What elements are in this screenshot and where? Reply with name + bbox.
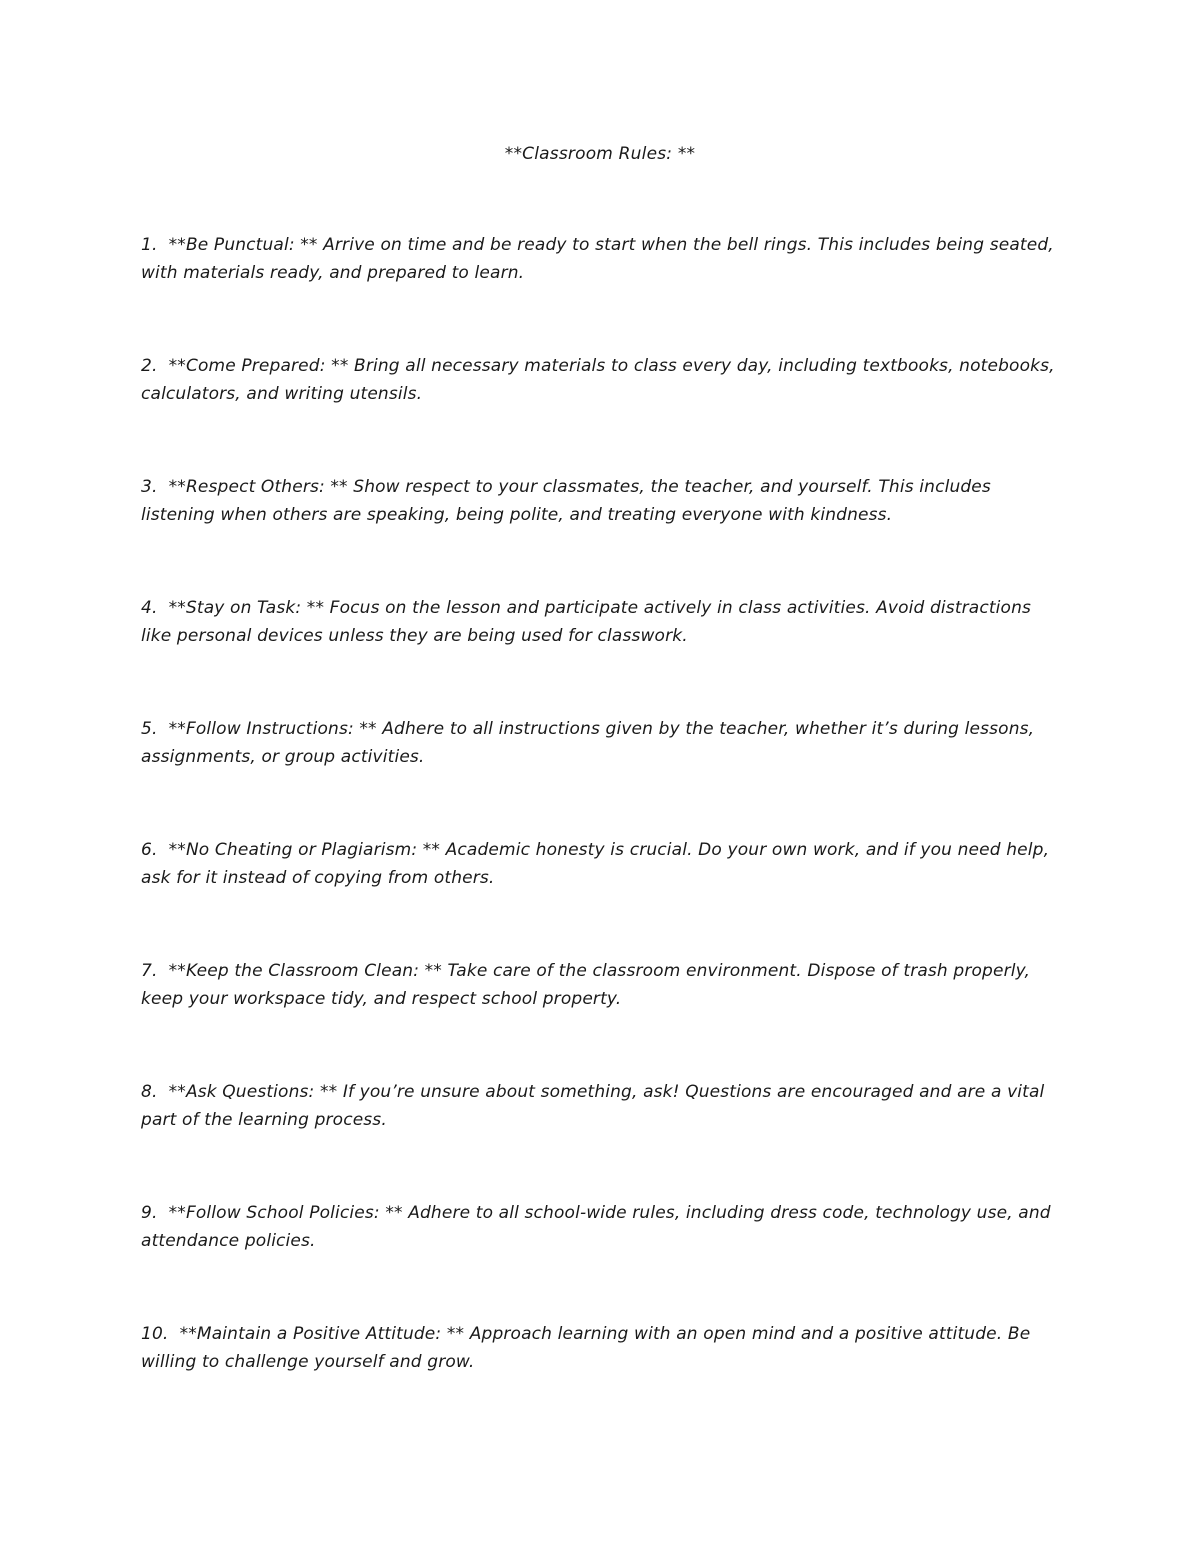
rules-list — [141, 232, 1061, 1442]
rule-item — [141, 595, 1061, 716]
rule-item — [141, 837, 1061, 958]
rule-heading: **Keep the Classroom Clean: ** — [168, 961, 442, 981]
rule-text: Show respect to your classmates, the teacher, and yourself. This includes listening when others are speaking, being polite, and treating everyone with kindness. — [141, 477, 991, 525]
rule-item — [141, 353, 1061, 474]
rule-heading: **Come Prepared: ** — [168, 356, 349, 376]
rule-text: Academic honesty is crucial. Do your own work, and if you need help, ask for it instead of copying from others. — [141, 840, 1050, 888]
rule-item — [141, 1321, 1061, 1442]
rule-heading: **Be Punctual: ** — [168, 235, 318, 255]
rule-text: Adhere to all school-wide rules, including dress code, technology use, and attendance policies. — [141, 1203, 1051, 1251]
rule-item — [141, 474, 1061, 595]
rule-number: 4. — [141, 598, 158, 618]
rule-item — [141, 1079, 1061, 1200]
rule-number: 6. — [141, 840, 158, 860]
rule-heading: **Follow Instructions: ** — [168, 719, 377, 739]
rule-number: 9. — [141, 1203, 158, 1223]
rule-text: Focus on the lesson and participate actively in class activities. Avoid distractions like personal devices unless they are being used for classwork. — [141, 598, 1032, 646]
rule-heading: **Stay on Task: ** — [168, 598, 325, 618]
rule-number: 5. — [141, 719, 158, 739]
rule-number: 7. — [141, 961, 158, 981]
rule-item — [141, 958, 1061, 1079]
rule-text: Approach learning with an open mind and a positive attitude. Be willing to challenge yourself and grow. — [141, 1324, 1031, 1372]
rule-number: 2. — [141, 356, 158, 376]
rule-text: Adhere to all instructions given by the teacher, whether it’s during lessons, assignments, or group activities. — [141, 719, 1035, 767]
rule-number: 1. — [141, 235, 158, 255]
rule-heading: **Respect Others: ** — [168, 477, 348, 497]
rule-heading: **No Cheating or Plagiarism: ** — [168, 840, 441, 860]
rule-heading: **Maintain a Positive Attitude: ** — [179, 1324, 465, 1344]
rule-heading: **Ask Questions: ** — [168, 1082, 338, 1102]
rule-number: 10. — [141, 1324, 169, 1344]
rule-number: 3. — [141, 477, 158, 497]
document-title: **Classroom Rules: ** — [504, 144, 696, 164]
rule-text: If you’re unsure about something, ask! Questions are encouraged and are a vital part of the learning process. — [141, 1082, 1045, 1130]
rule-item — [141, 716, 1061, 837]
rule-item — [141, 232, 1061, 353]
rule-item — [141, 1200, 1061, 1321]
rule-text: Arrive on time and be ready to start when the bell rings. This includes being seated, with materials ready, and prepared to learn. — [141, 235, 1054, 283]
rule-heading: **Follow School Policies: ** — [168, 1203, 403, 1223]
rule-text: Bring all necessary materials to class every day, including textbooks, notebooks, calculators, and writing utensils. — [141, 356, 1055, 404]
rule-number: 8. — [141, 1082, 158, 1102]
rule-text: Take care of the classroom environment. Dispose of trash properly, keep your workspace tidy, and respect school property. — [141, 961, 1031, 1009]
